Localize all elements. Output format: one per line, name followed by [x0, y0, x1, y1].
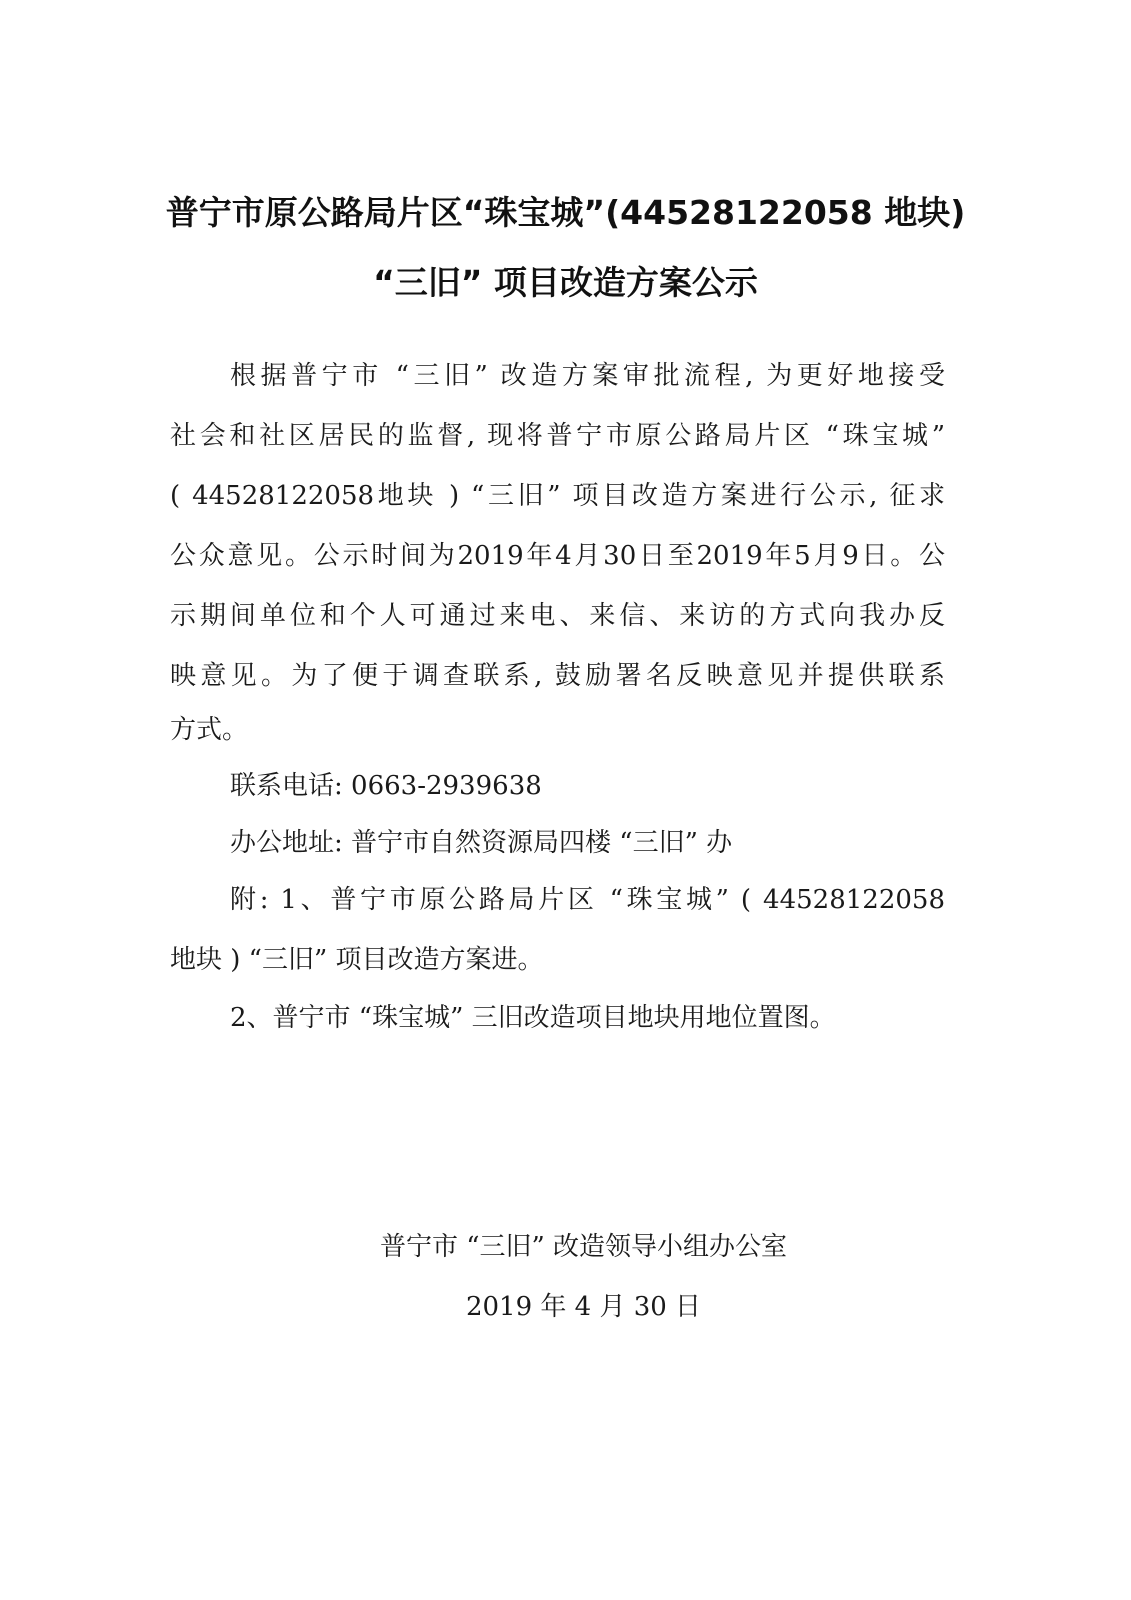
- attachment-1-line2: 地块 ) “三旧” 项目改造方案进。: [170, 945, 544, 975]
- signature-office: 普宁市 “三旧” 改造领导小组办公室: [379, 1232, 788, 1262]
- document-title-line1: 普宁市原公路局片区“珠宝城”(44528122058 地块): [165, 193, 966, 232]
- attachment-1-line1: 附: 1、普宁市原公路局片区 “珠宝城” ( 44528122058: [230, 885, 945, 915]
- body-paragraph-line: ( 44528122058地块 ) “三旧” 项目改造方案进行公示, 征求: [170, 481, 945, 511]
- contact-phone: 联系电话: 0663-2939638: [230, 771, 542, 801]
- body-paragraph-line: 公众意见。公示时间为2019年4月30日至2019年5月9日。公: [170, 541, 945, 571]
- document-title-line2: “三旧” 项目改造方案公示: [373, 263, 758, 302]
- body-paragraph-line: 映意见。为了便于调查联系, 鼓励署名反映意见并提供联系: [170, 661, 945, 691]
- body-paragraph-line: 示期间单位和个人可通过来电、来信、来访的方式向我办反: [170, 601, 945, 631]
- attachment-2: 2、普宁市 “珠宝城” 三旧改造项目地块用地位置图。: [230, 1003, 836, 1033]
- signature-date: 2019 年 4 月 30 日: [465, 1292, 702, 1322]
- body-paragraph-line: 方式。: [170, 715, 249, 745]
- office-address: 办公地址: 普宁市自然资源局四楼 “三旧” 办: [230, 828, 733, 858]
- body-paragraph-line: 社会和社区居民的监督, 现将普宁市原公路局片区 “珠宝城”: [170, 421, 945, 451]
- body-paragraph-line: 根据普宁市 “三旧” 改造方案审批流程, 为更好地接受: [230, 361, 945, 391]
